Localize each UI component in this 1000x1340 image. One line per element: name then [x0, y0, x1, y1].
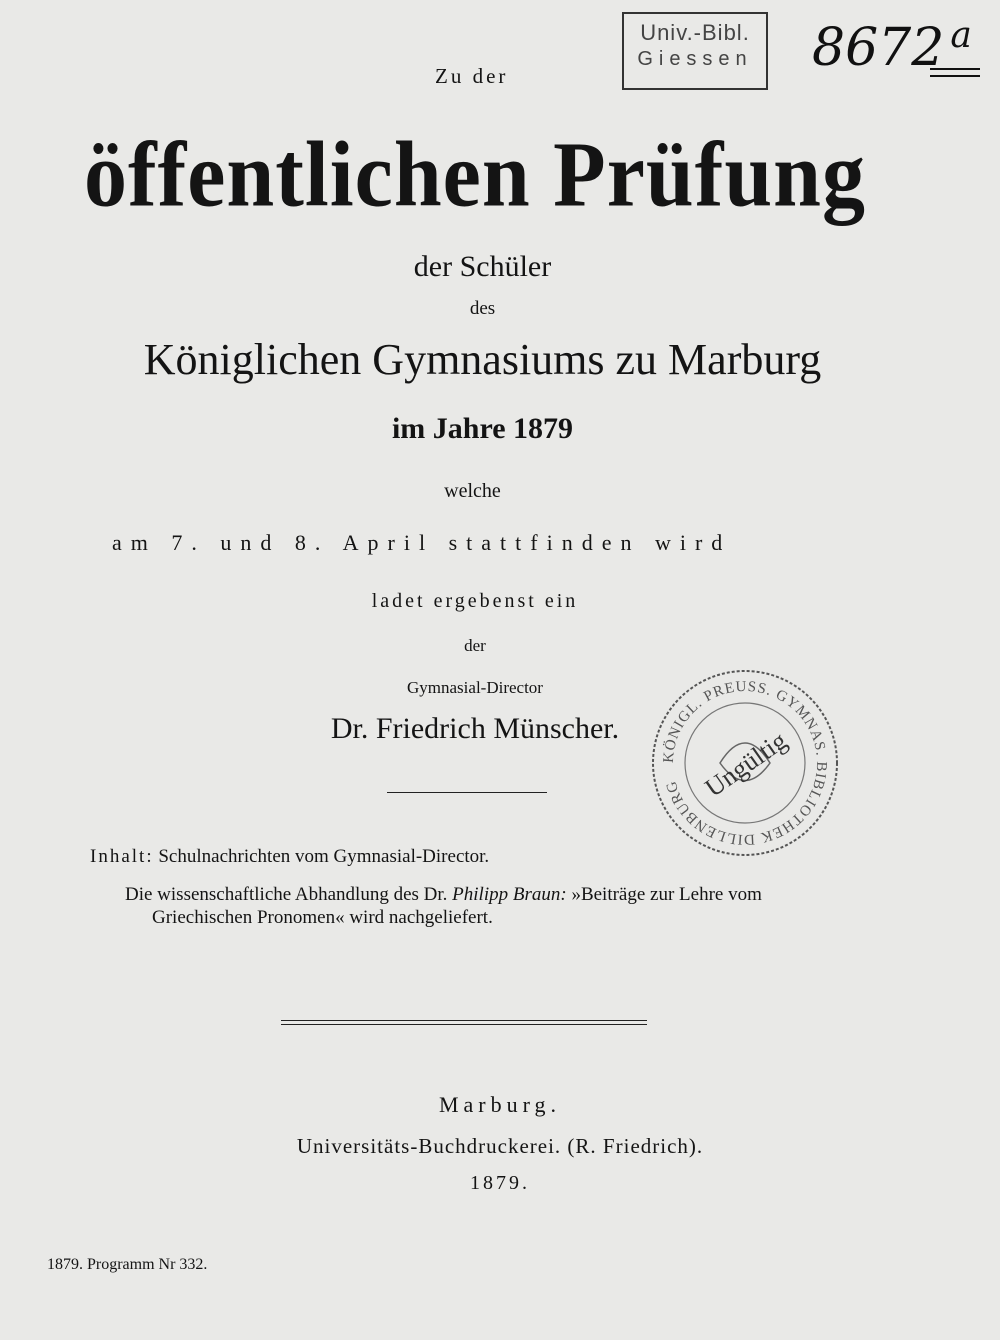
library-stamp — [622, 12, 768, 90]
treatise-line-1 — [125, 884, 880, 906]
director-title: Gymnasial-Director — [407, 678, 543, 697]
contents-text: Schulnachrichten vom Gymnasial-Director. — [158, 846, 490, 867]
welche-line: welche — [444, 480, 501, 502]
subtitle-des: des — [469, 298, 496, 319]
date-line: am 7. und 8. April stattfinden wird — [112, 530, 732, 555]
director-name: Dr. Friedrich Münscher. — [330, 712, 620, 745]
page-title: öffentlichen Prüfung — [83, 122, 867, 226]
school-name: Königlichen Gymnasiums zu Marburg — [143, 335, 822, 384]
year-line: im Jahre 1879 — [391, 412, 574, 445]
library-seal-stamp — [650, 668, 840, 858]
invitation-line: ladet ergebenst ein — [371, 590, 579, 612]
divider-double — [281, 1020, 647, 1025]
subtitle-schueler: der Schüler — [413, 250, 552, 283]
contents-line — [90, 846, 489, 868]
library-stamp-line1: Univ.-Bibl. — [640, 20, 750, 45]
shelfmark-underline — [930, 68, 980, 77]
shelfmark-suffix: a — [950, 15, 972, 56]
programm-number: 1879. Programm Nr 332. — [47, 1256, 208, 1273]
contents-label: Inhalt: — [90, 846, 154, 867]
treatise-line-2: Griechischen Pronomen« wird nachgeliefert. — [152, 907, 493, 928]
treatise-post: »Beiträge zur Lehre vom — [571, 884, 762, 905]
imprint-year: 1879. — [470, 1172, 530, 1194]
divider-short — [387, 792, 547, 793]
der-line: der — [464, 636, 486, 655]
heading-zu-der: Zu der — [435, 64, 509, 88]
library-stamp-line2: Giessen — [637, 48, 753, 70]
shelfmark-number: 8672 — [812, 18, 945, 78]
treatise-author: Philipp Braun: — [452, 884, 567, 905]
treatise-pre: Die wissenschaftliche Abhandlung des Dr. — [125, 884, 448, 905]
imprint-printer: Universitäts-Buchdruckerei. (R. Friedrich). — [296, 1134, 704, 1158]
imprint-city: Marburg. — [438, 1092, 562, 1117]
seal-outer-text: KÖNIGL. PREUSS. GYMNAS. BIBLIOTHEK DILLENBURG — [660, 678, 830, 848]
seal-void-text: Ungültig — [699, 725, 793, 803]
